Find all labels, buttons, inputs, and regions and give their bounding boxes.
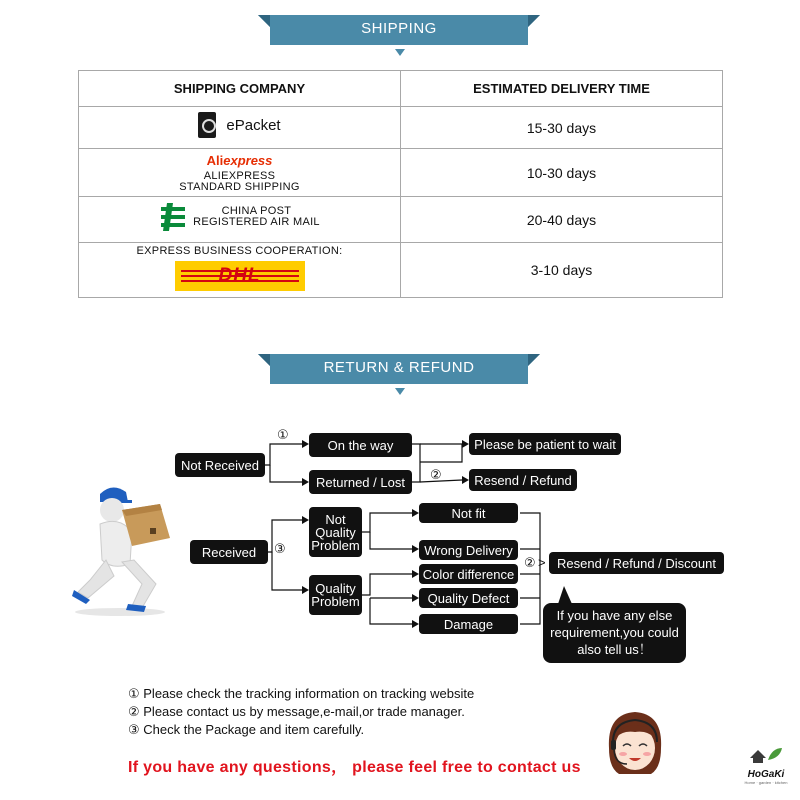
- resend-refund-discount-node: Resend / Refund / Discount: [549, 552, 724, 574]
- quality-problem-node: Quality Problem: [309, 575, 362, 615]
- quality-defect-node: Quality Defect: [419, 588, 518, 608]
- not-received-node: Not Received: [175, 453, 265, 477]
- company-name: ePacket: [226, 116, 281, 134]
- notes-list: [128, 685, 474, 739]
- express-label: EXPRESS BUSINESS COOPERATION:: [136, 244, 343, 257]
- refund-title: RETURN & REFUND: [323, 359, 475, 376]
- shipping-title: SHIPPING: [361, 20, 437, 37]
- wrong-delivery-node: Wrong Delivery: [419, 540, 518, 560]
- requirement-bubble: If you have any else requirement,you could also tell us！: [543, 603, 686, 663]
- not-quality-node: Not Quality Problem: [309, 507, 362, 557]
- brand-name: HoGaKi: [747, 769, 785, 780]
- header-company: SHIPPING COMPANY: [79, 71, 401, 107]
- dhl-logo: DHL: [175, 261, 305, 291]
- bubble-tip: [558, 586, 572, 604]
- arrow-symbol: >: [538, 555, 546, 570]
- delivery-time: 15-30 days: [401, 107, 723, 149]
- note-item: ① Please check the tracking information on tracking website: [128, 686, 475, 701]
- company-line2: STANDARD SHIPPING: [179, 180, 300, 193]
- step-number: ②: [524, 555, 536, 570]
- step-number: ②: [430, 467, 442, 482]
- not-fit-node: Not fit: [419, 503, 518, 523]
- delivery-time: 10-30 days: [401, 149, 723, 197]
- be-patient-node: Please be patient to wait: [469, 433, 621, 455]
- company-line1: CHINA POST: [221, 205, 292, 217]
- delivery-time: 3-10 days: [401, 243, 723, 298]
- resend-refund-node: Resend / Refund: [469, 469, 577, 491]
- step-number: ①: [277, 427, 289, 442]
- on-the-way-node: On the way: [309, 433, 412, 457]
- note-item: ③ Check the Package and item carefully.: [128, 722, 365, 737]
- step-number: ③: [274, 541, 286, 556]
- received-node: Received: [190, 540, 268, 564]
- header-delivery-time: ESTIMATED DELIVERY TIME: [401, 71, 723, 107]
- aliexpress-logo: Aliexpress: [206, 152, 273, 168]
- brand-tagline: Home · garden · kitchen: [744, 780, 788, 785]
- customer-service-avatar: [603, 708, 667, 778]
- color-difference-node: Color difference: [419, 564, 518, 584]
- company-line1: ALIEXPRESS: [203, 169, 276, 182]
- brand-logo: [738, 746, 794, 785]
- contact-message: If you have any questions， please feel free to contact us: [128, 759, 581, 776]
- house-leaf-icon: [748, 746, 784, 764]
- note-item: ② Please contact us by message,e-mail,or trade manager.: [128, 704, 465, 719]
- company-line2: REGISTERED AIR MAIL: [193, 216, 320, 228]
- returned-lost-node: Returned / Lost: [309, 470, 412, 494]
- delivery-time: 20-40 days: [401, 197, 723, 243]
- damage-node: Damage: [419, 614, 518, 634]
